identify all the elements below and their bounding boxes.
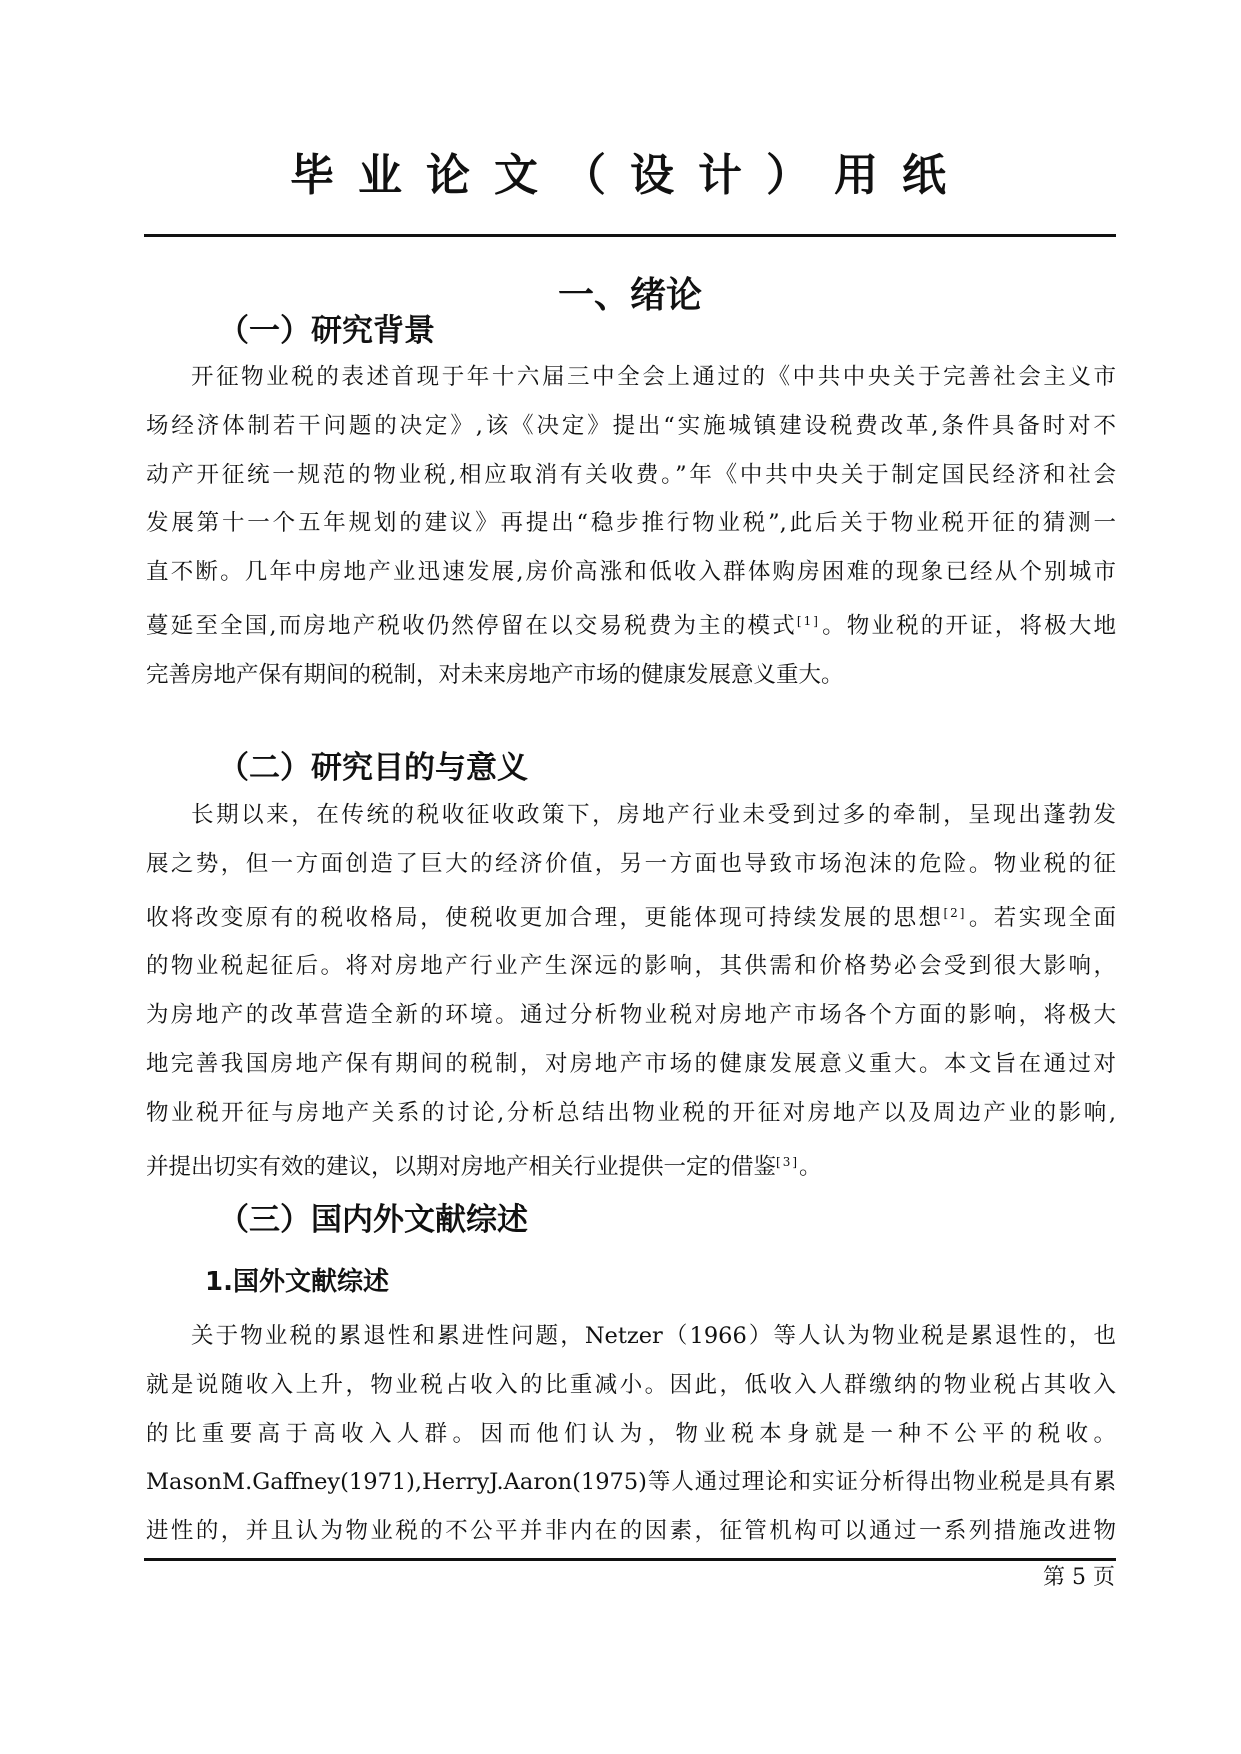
text-line: 就是说随收入上升，物业税占收入的比重减小。因此，低收入人群缴纳的物业税占其收入: [146, 1371, 1116, 1398]
section-heading-background: （一）研究背景: [218, 313, 435, 349]
text-segment: 。物业税的开证，将极大地: [819, 612, 1116, 639]
text-line: 地完善我国房地产保有期间的税制，对房地产市场的健康发展意义重大。本文旨在通过对: [146, 1050, 1116, 1077]
paragraph-purpose: [146, 791, 1116, 1191]
text-line: 直不断。几年中房地产业迅速发展,房价高涨和低收入群体购房困难的现象已经从个别城市: [146, 559, 1116, 586]
text-line: [146, 597, 1116, 651]
subsection-heading-foreign: 1.国外文献综述: [205, 1267, 389, 1297]
text-segment: 。若实现全面: [966, 904, 1116, 931]
text-line: 的比重要高于高收入人群。因而他们认为，物业税本身就是一种不公平的税收。: [146, 1420, 1116, 1447]
text-line: 展之势，但一方面创造了巨大的经济价值，另一方面也导致市场泡沫的危险。物业税的征: [146, 850, 1116, 877]
text-line: 长期以来，在传统的税收征收政策下，房地产行业未受到过多的牵制，呈现出蓬勃发: [191, 802, 1116, 828]
paragraph-foreign-literature: [146, 1312, 1116, 1556]
text-line: 关于物业税的累退性和累进性问题，Netzer（1966）等人认为物业税是累退性的，也: [191, 1323, 1116, 1349]
header-title: 毕业论文（设计）用纸: [290, 150, 970, 201]
citation-marker: [1]: [796, 613, 820, 628]
page-number: 第 5 页: [1043, 1565, 1115, 1590]
text-segment: 收将改变原有的税收格局，使税收更加合理，更能体现可持续发展的思想: [146, 904, 944, 931]
footer-rule: [144, 1558, 1116, 1561]
section-heading-literature: （三）国内外文献综述: [218, 1202, 528, 1238]
text-line: 进性的，并且认为物业税的不公平并非内在的因素，征管机构可以通过一系列措施改进物: [146, 1518, 1116, 1545]
section-heading-purpose: （二）研究目的与意义: [218, 750, 528, 786]
text-segment: 并提出切实有效的建议，以期对房地产相关行业提供一定的借鉴: [146, 1153, 777, 1180]
text-line: 发展第十一个五年规划的建议》再提出“稳步推行物业税”,此后关于物业税开征的猜测一: [146, 510, 1116, 537]
text-line: 开征物业税的表述首现于年十六届三中全会上通过的《中共中央关于完善社会主义市: [191, 364, 1116, 390]
text-line: MasonM.Gaffney(1971),HerryJ.Aaron(1975)等人通过理论和实证分析得出物业税是具有累: [146, 1469, 1116, 1496]
header-rule: [144, 234, 1116, 237]
citation-marker: [2]: [943, 905, 967, 920]
text-line: 的物业税起征后。将对房地产行业产生深远的影响，其供需和价格势必会受到很大影响，: [146, 953, 1116, 980]
text-line: 动产开征统一规范的物业税,相应取消有关收费。”年《中共中央关于制定国民经济和社会: [146, 461, 1116, 488]
text-line: 物业税开征与房地产关系的讨论,分析总结出物业税的开征对房地产以及周边产业的影响,: [146, 1099, 1116, 1126]
text-line: [146, 1138, 1116, 1192]
text-segment: 。: [799, 1153, 822, 1180]
text-line: 完善房地产保有期间的税制，对未来房地产市场的健康发展意义重大。: [146, 661, 844, 688]
text-line: [146, 889, 1116, 943]
text-line: 为房地产的改革营造全新的环境。通过分析物业税对房地产市场各个方面的影响，将极大: [146, 1002, 1116, 1029]
chapter-title: 一、绪论: [557, 275, 702, 316]
text-line: 场经济体制若干问题的决定》,该《决定》提出“实施城镇建设税费改革,条件具备时对不: [146, 412, 1116, 439]
paragraph-background: [146, 353, 1116, 700]
text-segment: 蔓延至全国,而房地产税收仍然停留在以交易税费为主的模式: [146, 612, 797, 639]
citation-marker: [3]: [776, 1154, 800, 1169]
